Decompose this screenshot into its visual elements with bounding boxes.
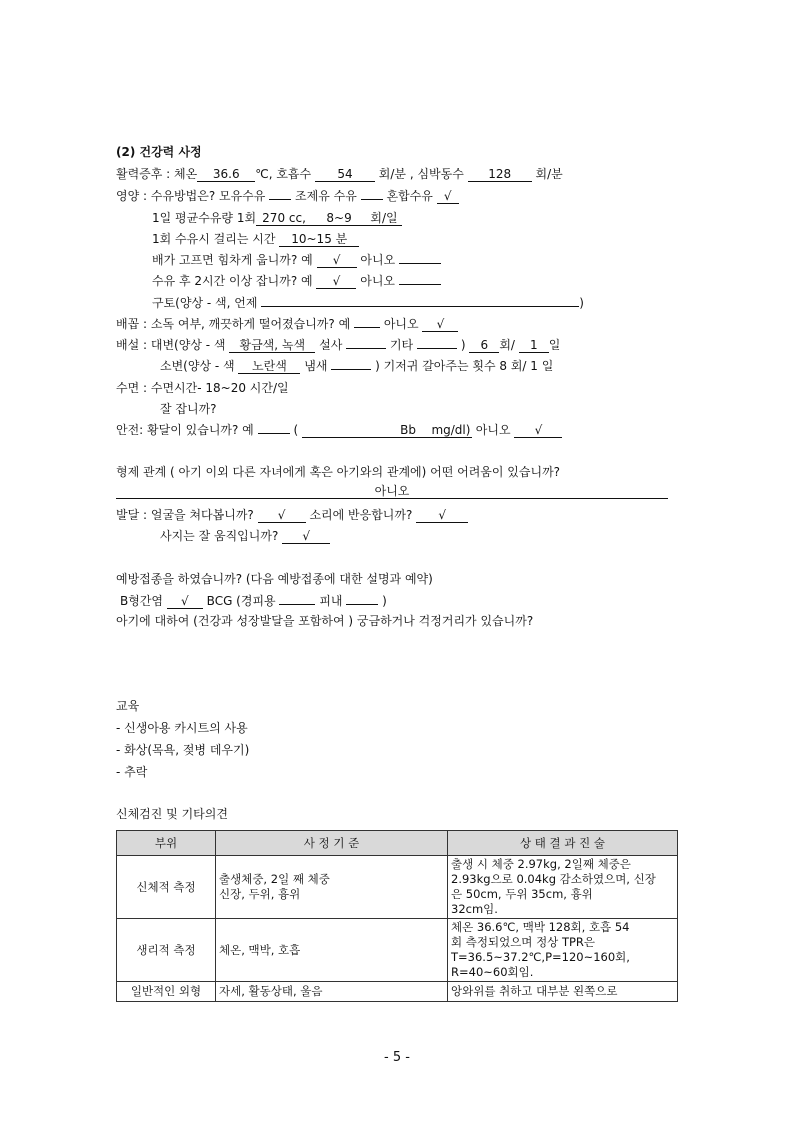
page-number: - 5 - (384, 1050, 410, 1065)
exam-title: 신체검진 및 기타의견 (116, 807, 228, 821)
sleep-after-feed-line: 수유 후 2시간 이상 잡니까? 예 √ 아니오 (152, 273, 441, 289)
jaundice-line: 안전: 황달이 있습니까? 예 ( Bb mg/dl) 아니오 √ (116, 422, 562, 438)
vomit-line: 구토(양상 - 색, 언제 ) (152, 296, 584, 310)
feeding-time-line: 1회 수유시 걸리는 시간 10~15 분 (152, 231, 359, 247)
cell-criteria: 체온, 맥박, 호흡 (216, 919, 448, 982)
cell-part: 생리적 측정 (117, 919, 216, 982)
vaccine-line: B형간염 √ BCG (경피용 피내 ) (120, 594, 387, 608)
header-criteria: 사 정 기 준 (216, 831, 448, 856)
header-part: 부위 (117, 831, 216, 856)
daily-feeding-line: 1일 평균수유량 1회 270 cc, 8~9 회/일 (152, 210, 402, 226)
urine-line: 소변(양상 - 색 노란색 냄새 ) 기저귀 갈아주는 횟수 8 회/ 1 일 (160, 359, 554, 373)
education-title: 교육 (116, 699, 140, 713)
table-row (117, 856, 678, 919)
cell-result: 체온 36.6℃, 맥박 128회, 호흡 54 회 측정되었으며 정상 TPR은 T=36.5~37.2℃,P=120~160회, R=40~60회임. (448, 919, 678, 982)
sibling-answer: 아니오 (116, 484, 668, 499)
sleep-hours-line: 수면 : 수면시간- 18~20 시간/일 (116, 381, 289, 395)
table-row (117, 919, 678, 982)
vaccine-question: 예방접종을 하였습니까? (다음 예방접종에 대한 설명과 예약) (116, 572, 433, 586)
navel-line: 배꼽 : 소독 여부, 깨끗하게 떨어졌습니까? 예 아니오 √ (116, 316, 458, 332)
cell-part: 일반적인 외형 (117, 982, 216, 1002)
development-line-1: 발달 : 얼굴을 쳐다봅니까? √ 소리에 반응합니까? √ (116, 507, 468, 523)
vital-signs-line: 활력증후 : 체온 36.6 ℃, 호흡수 54 회/분 , 심박동수 128 회/분 (116, 167, 563, 181)
cell-part: 신체적 측정 (117, 856, 216, 919)
table-header-row (117, 831, 678, 856)
section-title: (2) 건강력 사정 (116, 145, 202, 159)
concern-question: 아기에 대하여 (건강과 성장발달을 포함하여 ) 궁금하거나 걱정거리가 있습니까? (116, 614, 534, 628)
sleep-well-line: 잘 잡니까? (160, 402, 217, 416)
education-item: - 신생아용 카시트의 사용 (116, 721, 248, 735)
exam-table (116, 830, 678, 1002)
cell-criteria: 자세, 활동상태, 울음 (216, 982, 448, 1002)
education-item: - 추락 (116, 765, 148, 779)
sibling-question: 형제 관계 ( 아기 이외 다른 자녀에게 혹은 아기와의 관계에) 어떤 어려움이 있습니까? (116, 465, 561, 479)
feeding-method-line: 영양 : 수유방법은? 모유수유 조제유 수유 혼합수유 √ (116, 188, 459, 204)
header-result: 상 태 결 과 진 술 (448, 831, 678, 856)
table-row (117, 982, 678, 1002)
stool-line: 배설 : 대변(양상 - 색 황금색, 녹색 설사 기타 ) 6 회/ 1 일 (116, 338, 561, 352)
education-item: - 화상(목욕, 젖병 데우기) (116, 743, 250, 757)
cell-result: 앙와위를 취하고 대부분 왼쪽으로 (448, 982, 678, 1002)
development-line-2: 사지는 잘 움직입니까? √ (160, 528, 330, 544)
cell-result: 출생 시 체중 2.97kg, 2일째 체중은 2.93kg으로 0.04kg 감소하였으며, 신장 은 50cm, 두위 35cm, 흉위 32cm임. (448, 856, 678, 919)
cell-criteria: 출생체중, 2일 째 체중 신장, 두위, 흉위 (216, 856, 448, 919)
hungry-cry-line: 배가 고프면 힘차게 웁니까? 예 √ 아니오 (152, 252, 441, 268)
